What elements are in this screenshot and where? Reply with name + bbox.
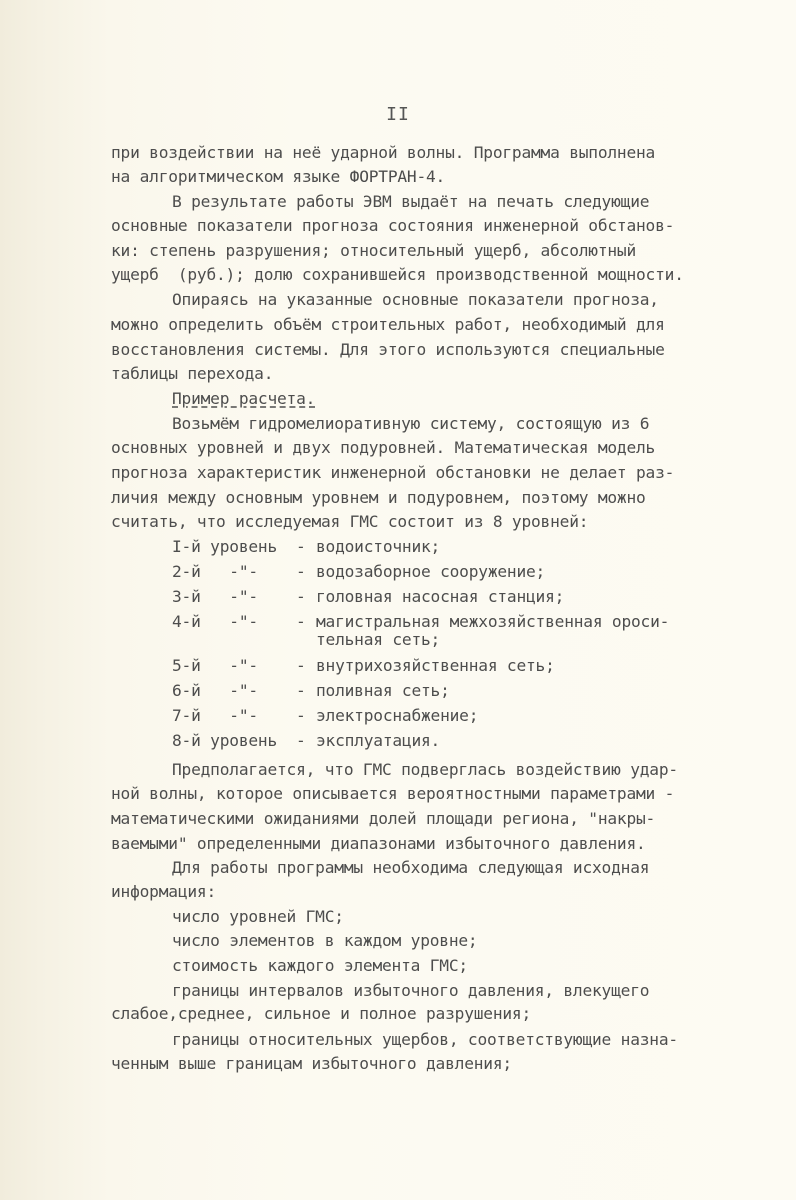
input-item: границы относительных ущербов, соответствующие назна- (172, 1030, 678, 1049)
paragraph-4-line: основных уровней и двух подуровней. Математическая модель (111, 438, 656, 457)
input-item-continued: слабое,среднее, сильное и полное разрушения; (111, 1004, 532, 1023)
paragraph-4-line: Возьмём гидромелиоративную систему, состоящую из 6 (172, 414, 650, 433)
paragraph-1-line: на алгоритмическом языке ФОРТРАН-4. (111, 167, 446, 186)
level-number: 5-й -"- (172, 656, 258, 675)
paragraph-6-line: Для работы программы необходима следующая исходная (172, 858, 650, 877)
level-dash: - (296, 681, 306, 700)
paragraph-3-line: таблицы перехода. (111, 364, 274, 383)
level-dash: - (296, 706, 306, 725)
level-dash: - (296, 562, 306, 581)
paragraph-2-line: В результате работы ЭВМ выдаёт на печать следующие (172, 192, 650, 211)
level-description: водоисточник; (316, 537, 441, 556)
level-description: эксплуатация. (316, 731, 441, 750)
input-item: число уровней ГМС; (172, 907, 344, 926)
paragraph-1-line: при воздействии на неё ударной волны. Программа выполнена (111, 143, 656, 162)
level-number: 3-й -"- (172, 587, 258, 606)
level-number: 4-й -"- (172, 612, 258, 631)
level-description: электроснабжение; (316, 706, 479, 725)
level-dash: - (296, 656, 306, 675)
level-description: водозаборное сооружение; (316, 562, 546, 581)
input-item: стоимость каждого элемента ГМС; (172, 956, 468, 975)
level-dash: - (296, 537, 306, 556)
paragraph-5-line: математическими ожиданиями долей площади региона, "накры- (111, 809, 656, 828)
level-number: I-й уровень (172, 537, 278, 556)
paragraph-6-line: информация: (111, 882, 217, 901)
level-number: 8-й уровень (172, 731, 278, 750)
level-number: 7-й -"- (172, 706, 258, 725)
input-item-continued: ченным выше границам избыточного давления; (111, 1054, 512, 1073)
level-description: магистральная межхозяйственная ороси- (316, 612, 670, 631)
level-dash: - (296, 612, 306, 631)
level-description: внутрихозяйственная сеть; (316, 656, 555, 675)
paragraph-5-line: ваемыми" определенными диапазонами избыточного давления. (111, 834, 646, 853)
paragraph-4-line: считать, что исследуемая ГМС состоит из 8 уровней: (111, 512, 589, 531)
level-description: головная насосная станция; (316, 587, 565, 606)
level-number: 2-й -"- (172, 562, 258, 581)
paragraph-3-line: можно определить объём строительных работ, необходимый для (111, 315, 665, 334)
page-number: II (386, 104, 410, 125)
example-heading: Пример расчета. (172, 389, 316, 408)
input-item: число элементов в каждом уровне; (172, 931, 478, 950)
paragraph-5-line: ной волны, которое описывается вероятностными параметрами - (111, 784, 675, 803)
paragraph-3-line: Опираясь на указанные основные показатели прогноза, (172, 290, 659, 309)
paragraph-2-line: ки: степень разрушения; относительный ущерб, абсолютный (111, 241, 637, 260)
paragraph-3-line: восстановления системы. Для этого используются специальные (111, 340, 665, 359)
paragraph-4-line: личия между основным уровнем и подуровнем, поэтому можно (111, 488, 646, 507)
level-description-continued: тельная сеть; (316, 630, 441, 649)
input-item: границы интервалов избыточного давления, влекущего (172, 981, 650, 1000)
level-dash: - (296, 731, 306, 750)
level-description: поливная сеть; (316, 681, 450, 700)
level-dash: - (296, 587, 306, 606)
paragraph-5-line: Предполагается, что ГМС подверглась воздействию удар- (172, 760, 678, 779)
level-number: 6-й -"- (172, 681, 258, 700)
paragraph-2-line: основные показатели прогноза состояния инженерной обстанов- (111, 216, 675, 235)
paragraph-4-line: прогноза характеристик инженерной обстановки не делает раз- (111, 463, 675, 482)
paragraph-2-line: ущерб (руб.); долю сохранившейся производственной мощности. (111, 265, 684, 284)
